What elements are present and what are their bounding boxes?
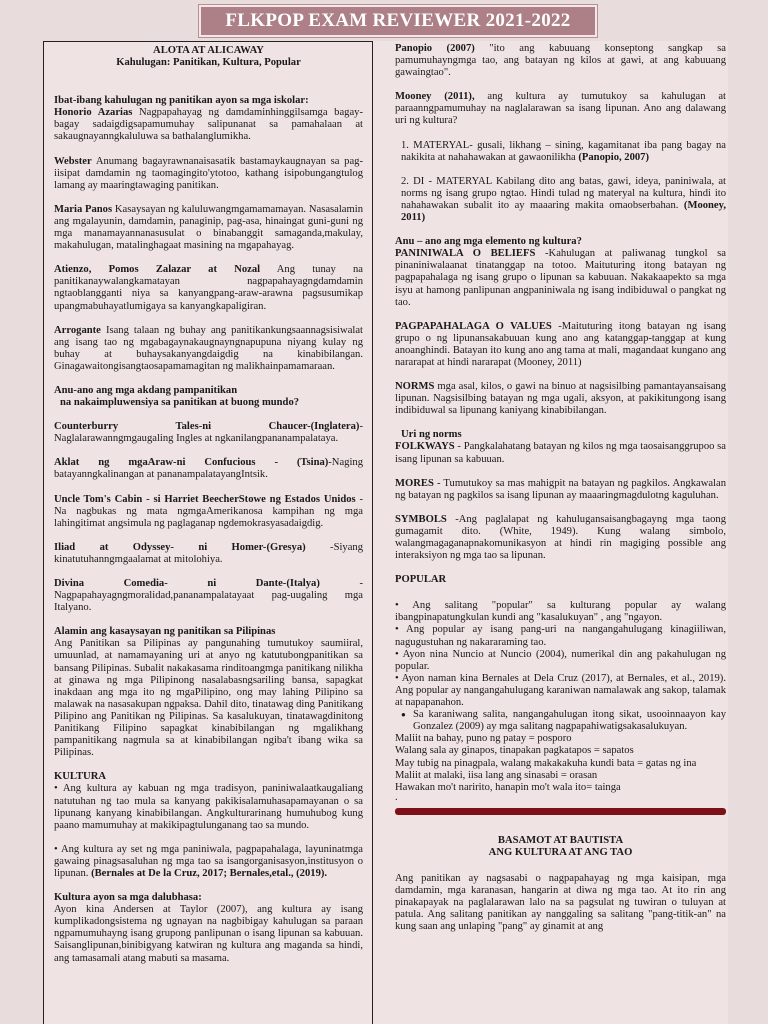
paragraph-iliad: Iliad at Odyssey- ni Homer-(Gresya) -Siyang kinatutuhanngmgaalamat at mitolohiya. <box>54 541 363 565</box>
paragraph-kultura-1: • Ang kultura ay kabuan ng mga tradisyon, paniniwalaatkaugaliang natutuhan ng tao mula sa kanyang pakikisalamuhasapamayanan o sa lipunang kanyang kinabibilangan. Angkulturarinang humuhubog kung paano mamumuhay at makikipagtulunganang tao sa mundo. <box>54 783 363 831</box>
list-item-di-materyal: 2. DI - MATERYAL Kabilang dito ang batas, gawi, ideya, paniniwala, at norms ng isang grupo ngtao. Hindi tulad ng materyal na kultura, hindi ito nahahawakan subalit ito ay maaaring makita omaobserbahan. (Mooney, 2011) <box>401 175 726 224</box>
basamot-heading: BASAMOT AT BAUTISTA <box>497 834 624 846</box>
paragraph-uncle-tom: Uncle Tom's Cabin - si Harriet BeecherStowe ng Estados Unidos -Na nagbukas ng mata ngmgaAmerikanosa kampihan ng mga lahingitimat angsimula ng paglaganap ngdemokrasyasadaigdig. <box>54 493 363 529</box>
paragraph-maria: Maria Panos Kasaysayan ng kaluluwangmgamamamayan. Nasasalamin ang mgalayunin, damdamin, panaginip, pag-asa, hinaingat guni-guni ng mga manamayannanasusulat o binabanggit samaganda,makulay, makahulugan, matalinghagaat masining na mgapahayag. <box>54 203 363 252</box>
kultura-dalubhasa-heading: Kultura ayon sa mga dalubhasa: <box>54 892 202 904</box>
left-column <box>43 41 373 1024</box>
paragraph-pagpapahalaga: PAGPAPAHALAGA O VALUES -Maituturing itong batayan ng isang grupo o ng lipunansakabuuan kung ano ang katanggap-tanggap at kung anoanghindi. Batayan ito kung ano ang tama at mali, magandaat kungano ang nararapat at hindi nararapat (Mooney, 2011) <box>395 320 726 368</box>
popular-list <box>395 600 726 709</box>
paragraph-aklat: Aklat ng mgaAraw-ni Confucious - (Tsina)-Naging batayanngkalinangan at pananampalatayangIntsik. <box>54 457 363 481</box>
paragraph-basamot: Ang panitikan ay nagsasabi o nagpapahayag ng mga kaisipan, mga damdamin, mga karanasan, hangarin at diwa ng mga tao. At ito rin ang pinakapayak na paglalarawan lalo na sa pagsulat ng tuwiran o tuluyan at patula. Ang salitang panitikan ay nanggaling sa salitang "pang-titik-an" na kung saan ang unlaping "pang" ay ginamit at ang <box>395 872 726 933</box>
uri-norms-heading: Uri ng norms <box>401 429 462 441</box>
paragraph-norms: NORMS mga asal, kilos, o gawi na binuo at nagsisilbing pamantayansaisang lipunan. Nagsisilbing batayan ng mga ugali, aksyon, at pakikitungong isang indibiduwal sa lipunang kaniyang kinabibilangan. <box>395 381 726 417</box>
paragraph-paniniwala: PANINIWALA O BELIEFS -Kahulugan at paliwanag tungkol sa pinaniniwalaanat tinatanggap na totoo. Maituturing itong batayan ng pagpapahalaga ng isang grupo o lipunan sa kabuuan. Nakakaapekto sa mga isyu at hamong panlipunan angpaniniwala ng isang indibiduwal o pangkat ng tao. <box>395 248 726 308</box>
document-page <box>43 41 728 1024</box>
paragraph-honorio: Honorio Azarias Nagpapahayag ng damdaminhinggilsamga bagay-bagay sadaigdigsapamumuhay salipunanat sa pamahalaan at sakaugnayanngkaluluwa sa bathalanglumikha. <box>54 107 363 143</box>
popular-item: • Ayon nina Nuncio at Nuncio (2004), numerikal din ang pakahulugan ng popular. <box>395 648 726 672</box>
paragraph-kultura-2: • Ang kultura ay set ng mga paniniwala, pagpapahalaga, layuninatmga gawaing pinagsasaluhan ng mga tao sa isangorganisasyon,institusyon o lipunan. (Bernales at De la Cruz, 2017; Bernales,etal., (2019). <box>54 843 363 879</box>
paragraph-counterburry: Counterburry Tales-ni Chaucer-(Inglatera)-Naglalarawanngmgaugaling Ingles at ngkanilangpananampalataya. <box>54 421 363 445</box>
basamot-subheading: ANG KULTURA AT ANG TAO <box>488 846 633 858</box>
anuano-heading-2: na nakaimpluwensiya sa panitikan at buong mundo? <box>60 397 300 409</box>
alamin-heading: Alamin ang kasaysayan ng panitikan sa Pilipinas <box>54 626 276 638</box>
example-line: Maliit na bahay, puno ng patay = posporo <box>395 733 572 745</box>
kultura-heading: KULTURA <box>54 771 107 783</box>
paragraph-mores: MORES - Tumutukoy sa mas mahigpit na batayan ng pagkilos. Angkawalan ng batayan ng pagkilos sa isang lipunan ay maaaringmagdulotng kaguluhan. <box>395 477 726 501</box>
example-line: May tubig na pinagpala, walang makakakuha kundi bata = gatas ng ina <box>395 757 697 769</box>
popular-item: • Ayon naman kina Bernales at Dela Cruz (2017), at Bernales, et al., 2019). Ang popular ay nangangahulugang karaniwan namalawak ang sakop, talamak at napapanahon. <box>395 672 726 709</box>
anuano-heading: Anu-ano ang mga akdang pampanitikan <box>54 384 238 396</box>
ibat-heading: Ibat-ibang kahulugan ng panitikan ayon sa mga iskolar: <box>54 95 309 107</box>
popular-item: • Ang salitang "popular" sa kulturang popular ay walang ibangpinapatungkulan kundi ang "kasalukuyan" , ang "ngayon. <box>395 600 726 624</box>
paragraph-folkways: FOLKWAYS - Pangkalahatang batayan ng kilos ng mga taosaisanggrupoo sa isang lipunan sa kabuuan. <box>395 441 726 465</box>
paragraph-kultura-dalubhasa: Ayon kina Andersen at Taylor (2007), ang kultura ay isang kumplikadongsistema ng ugnayan na nagbibigay kahulugan sa paraan ngpamumuhayng isang grupong panlipunan o isang lipunan sa kabuuan. Saisanglipunan,binibigyang katwiran ng kultura ang maganda sa hindi, ang tamasamali atang mabuti sa masama. <box>54 904 363 964</box>
paragraph-symbols: SYMBOLS -Ang paglalapat ng kahulugansaisangbagayng mga taong gumagamit dito. (White, 1949). Kung walang simbolo, walangmagaganapnakomunikasyon at hindi rin magiging possible ang interaksiyon ng mga tao sa lipunan. <box>395 513 726 562</box>
example-line: Hawakan mo't naririto, hanapin mo't wala ito= tainga <box>395 781 621 793</box>
example-line: Walang sala ay ginapos, tinapakan pagkatapos = sapatos <box>395 745 634 757</box>
paragraph-webster: Webster Anumang bagayrawnanaisasatik bastamaykaugnayan sa pag-iisipat damdamin ng taomagingito'ytotoo, kathang isipobungangtulog lamang ay maaringtawaging panitikan. <box>54 155 363 191</box>
section-subheading: Kahulugan: Panitikan, Kultura, Popular <box>116 57 301 69</box>
example-line: . <box>395 791 398 803</box>
paragraph-panopio: Panopio (2007) "ito ang kabuuang konseptong sangkap sa pamumuhayngmga tao, ang batayan ng kilos at gawi, at ang kabuuang gawaingtao". <box>395 43 727 79</box>
list-item-materyal: 1. MATERYAL- gusali, likhang – sining, kagamitanat iba pang bagay na nakikita at nahahawakan at gawaonilikha (Panopio, 2007) <box>401 139 726 163</box>
paragraph-atienzo: Atienzo, Pomos Zalazar at Nozal Ang tunay na panitikanaywalangkamatayan nagpapahayagngdamdamin ngtaoblangganti niya sa kanyangpang-araw-arawna pagsusumikap upangmabuhayatlumigaya sa kanyangkapaligiran. <box>54 264 364 312</box>
document-title: FLKPOP EXAM REVIEWER 2021-2022 <box>199 5 597 37</box>
paragraph-mooney: Mooney (2011), ang kultura ay tumutukoy sa kahulugan at paraanngpamumuhay na naglalarawan sa isang lipunan. Ano ang dalawang uri ng kultura? <box>395 91 726 127</box>
popular-item: • Ang popular ay isang pang-uri na nangangahulugang kinagiiliwan, nagugustuhan ng nakararaming tao. <box>395 624 726 648</box>
popular-heading: POPULAR <box>395 574 447 586</box>
paragraph-arrogante: Arrogante Isang talaan ng buhay ang panitikankungsaannagsisiwalat ang isang tao ng mgabagaynakaugnayngnapupuna niyang kulay ng buhay at buhaysakanyangdaigdig na kinabibilangan. Ginagawaitongisangtaosapamamagitan ng malikhainpamamaraan. <box>54 324 363 372</box>
example-line: Maliit at malaki, iisa lang ang sinasabi = orasan <box>395 769 598 781</box>
elemento-heading: Anu – ano ang mga elemento ng kultura? <box>395 236 582 248</box>
paragraph-divina: Divina Comedia- ni Dante-(Italya) -Nagpapahayagngmoralidad,pananampalatayaat pag-uugaling mga Italyano. <box>54 578 363 614</box>
paragraph-alamin: Ang Panitikan sa Pilipinas ay pangunahing tumutukoy saumiiral, umuunlad, at namamayaning uri at anyo ng katutubongpanitikan sa bansang Pilipinas. Subalit nakakasama rinditoangmga panitikang nilikha at ginawa ng mga Pilipinong nasalabasngsariling bansa, sapagkat inakdaan ang mga ito ng mgaPilipino, ong may lahing Pilipino sa malawak na nasasakupan ngpaksa. Dahil dito, tinatawag ding Panitikang Pilipino ang Panitikan ng Pilipinas. Sa kasalukuyan, tinatawagdinitong Panitikang Filipino sapagkat kinabibilangan ng mgalikhang pampanitikang nagmula sa at kinabibilangan ngiba't ibang wika sa Pilipinas. <box>54 638 363 759</box>
popular-sub-item: ● Sa karaniwang salita, nangangahulugan itong sikat, usooinnaayon kay Gonzalez (2009) ay mga salitang nagpapahiwatigsakasalukuyan. <box>395 709 726 733</box>
right-column <box>395 41 728 1024</box>
section-heading: ALOTA AT ALICAWAY <box>153 45 264 56</box>
section-divider <box>395 808 726 815</box>
